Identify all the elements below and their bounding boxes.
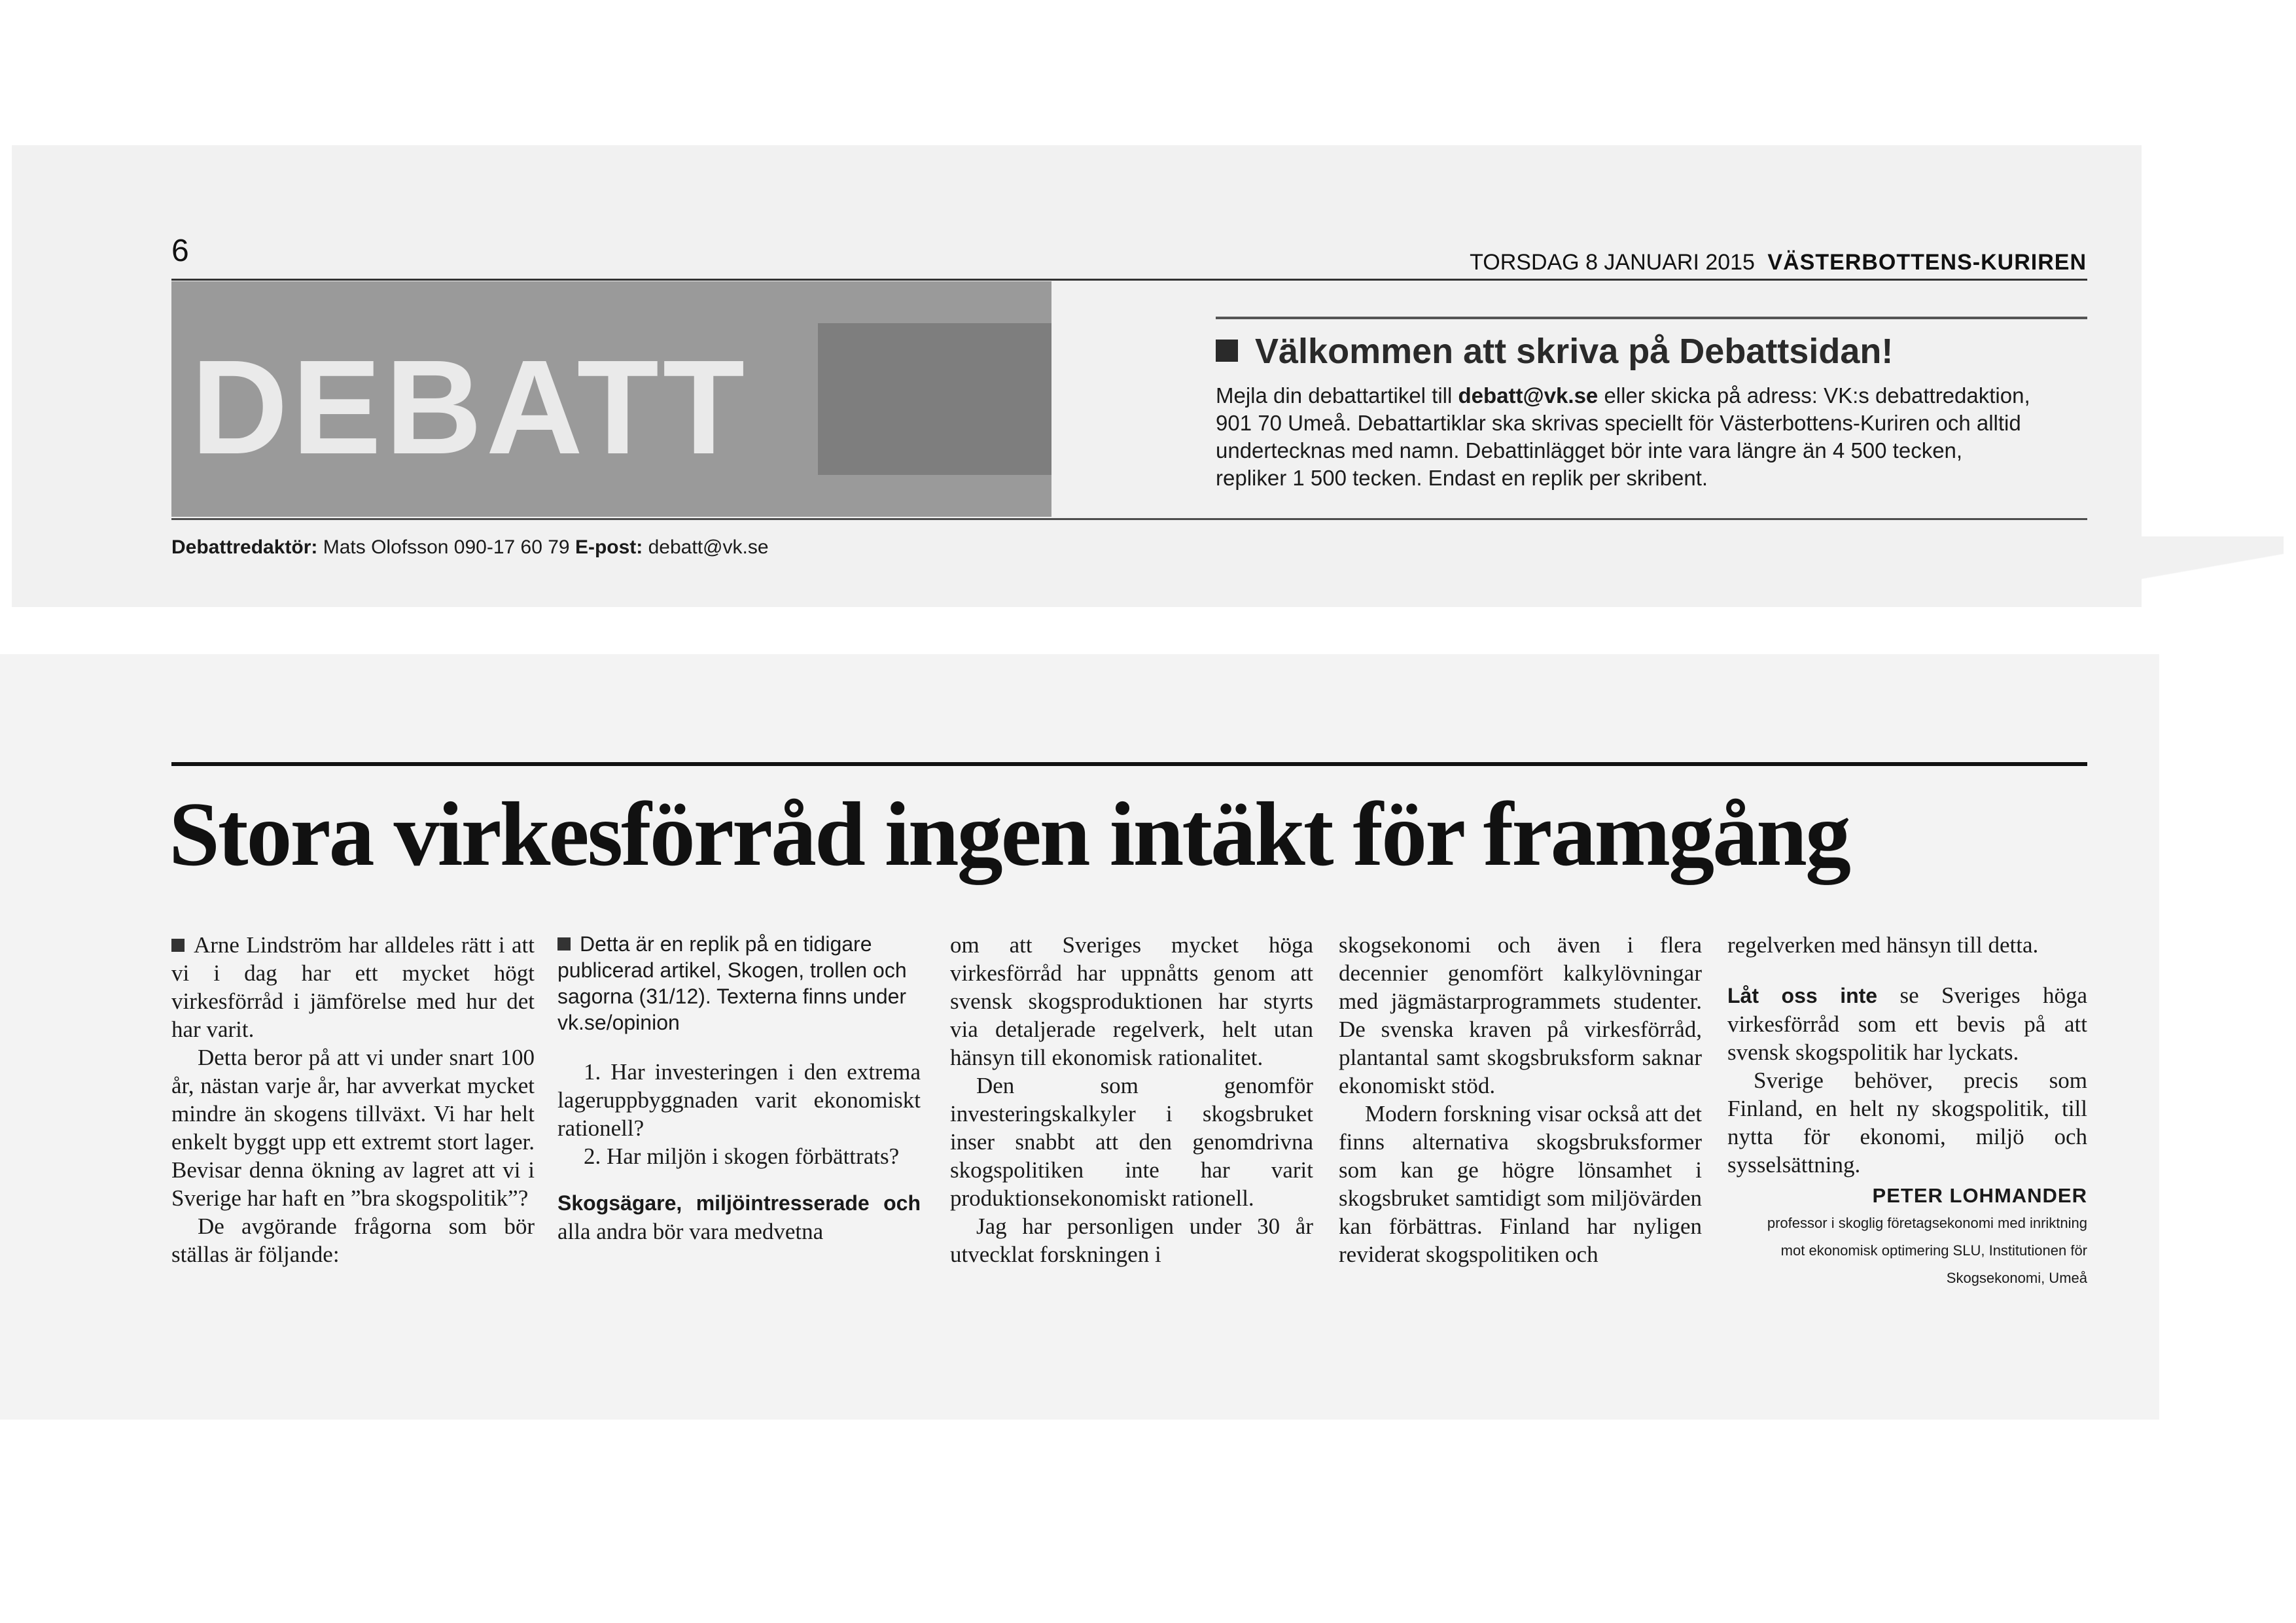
paragraph-text: se Sveriges höga virkesförråd som ett bevis på att svensk skogspolitik har lyckats. [1727, 983, 2087, 1065]
paragraph: De avgörande frågorna som bör ställas är följande: [171, 1213, 535, 1267]
editor-name-phone: Mats Olofsson 090-17 60 79 [323, 536, 570, 558]
author-credential-2: mot ekonomisk optimering SLU, Institutionen för [1780, 1242, 2087, 1259]
article-headline: Stora virkesförråd ingen intäkt för framgång [169, 784, 1849, 885]
paragraph: om att Sveriges mycket höga virkesförråd har uppnåtts genom att svensk skogsproduktionen har styrts via detaljerade regelverk, helt utan hänsyn till ekonomisk rationalitet. [950, 932, 1313, 1070]
welcome-line-2: 901 70 Umeå. Debattartiklar ska skrivas speciellt för Västerbottens-Kuriren och alltid [1216, 411, 2021, 435]
dateline [1470, 250, 2087, 275]
banner-dark-block [818, 323, 1051, 475]
paragraph-text: alla andra bör vara medvetna [557, 1219, 824, 1244]
square-bullet-icon [557, 937, 571, 951]
welcome-line-1-post: eller skicka på adress: VK:s debattredaktion, [1598, 383, 2030, 408]
article-column-1 [171, 931, 535, 1268]
welcome-line-3: undertecknas med namn. Debattinlägget bör inte vara längre än 4 500 tecken, [1216, 438, 1963, 462]
welcome-title-text: Välkommen att skriva på Debattsidan! [1255, 332, 1894, 371]
question-2: 2. Har miljön i skogen förbättrats? [584, 1143, 900, 1169]
square-bullet-icon [171, 939, 185, 952]
paragraph: regelverken med hänsyn till detta. [1727, 932, 2039, 958]
article-column-3 [950, 931, 1313, 1268]
paragraph-text: Arne Lindström har alldeles rätt i att vi i dag har ett mycket högt virkesförråd i jämförelse med hur det har varit. [171, 932, 535, 1042]
welcome-heading [1216, 331, 1893, 372]
editor-email-label: E-post: [574, 536, 643, 558]
lead-in-bold: Låt oss inte [1727, 984, 1878, 1007]
article-column-5 [1727, 931, 2087, 1292]
welcome-rule [1216, 317, 2087, 319]
paragraph: Sverige behöver, precis som Finland, en helt ny skogspolitik, till nytta för ekonomi, miljö och sysselsättning. [1727, 1068, 2087, 1178]
paragraph: skogsekonomi och även i flera decennier genomfört kalkylövningar med jägmästarprogrammets studenter. De svenska kraven på virkesförråd, plantantal samt skogsbruksform saknar ekonomiskt stöd. [1339, 932, 1702, 1098]
welcome-body [1216, 382, 2093, 492]
section-title: DEBATT [191, 332, 749, 482]
header-rule [171, 279, 2087, 281]
article-column-2 [557, 931, 921, 1246]
welcome-line-4: repliker 1 500 tecken. Endast en replik per skribent. [1216, 466, 1708, 490]
article-column-4 [1339, 931, 1702, 1268]
paragraph: Den som genomför investeringskalkyler i skogsbruket inser snabbt att den genomdrivna skogspolitiken inte har varit produktionsekonomiskt rationell. [950, 1073, 1313, 1211]
editor-info [171, 536, 769, 559]
banner-rule [171, 518, 2087, 520]
author-name: PETER LOHMANDER [1872, 1184, 2087, 1207]
section-banner [171, 281, 1051, 517]
paragraph [171, 931, 535, 1043]
square-bullet-icon [1216, 340, 1238, 362]
page-number: 6 [171, 234, 189, 268]
paragraph: Jag har personligen under 30 år utvecklat forskningen i [950, 1213, 1313, 1267]
lead-in-bold: Skogsägare, miljöintresserade och [557, 1191, 921, 1215]
welcome-email-link[interactable]: debatt@vk.se [1458, 383, 1598, 408]
reply-note [557, 931, 921, 1036]
question-1: 1. Har investeringen i den extrema lageruppbyggnaden varit ekonomiskt rationell? [557, 1059, 921, 1141]
author-credential-1: professor i skoglig företagsekonomi med inriktning [1767, 1215, 2087, 1231]
welcome-line-1-pre: Mejla din debattartikel till [1216, 383, 1458, 408]
paragraph: Detta beror på att vi under snart 100 år, nästan varje år, har avverkat mycket mindre än skogens tillväxt. Vi har helt enkelt byggt upp ett extremt stort lager. Bevisar denna ökning av lagret att vi i Sverige har haft en ”bra skogspolitik”? [171, 1045, 535, 1211]
editor-email-link[interactable]: debatt@vk.se [648, 536, 769, 558]
paragraph [1727, 981, 2087, 1066]
clipping-torn-edge [2094, 536, 2284, 615]
paragraph [557, 1189, 921, 1246]
article-rule [171, 762, 2087, 766]
reply-note-text: Detta är en replik på en tidigare publicerad artikel, Skogen, trollen och sagorna (31/12). Texterna finns under vk.se/opinion [557, 932, 907, 1034]
publication-name: VÄSTERBOTTENS-KURIREN [1767, 250, 2087, 275]
paragraph: Modern forskning visar också att det finns alternativa skogsbruksformer som kan ge högre lönsamhet i skogsbruket samtidigt som miljövärden kan förbättras. Finland har nyligen reviderat skogspolitiken och [1339, 1101, 1702, 1267]
author-credential-3: Skogsekonomi, Umeå [1946, 1270, 2087, 1286]
editor-label: Debattredaktör: [171, 536, 318, 558]
welcome-line-1 [1216, 382, 2093, 410]
issue-date: TORSDAG 8 JANUARI 2015 [1470, 250, 1755, 275]
